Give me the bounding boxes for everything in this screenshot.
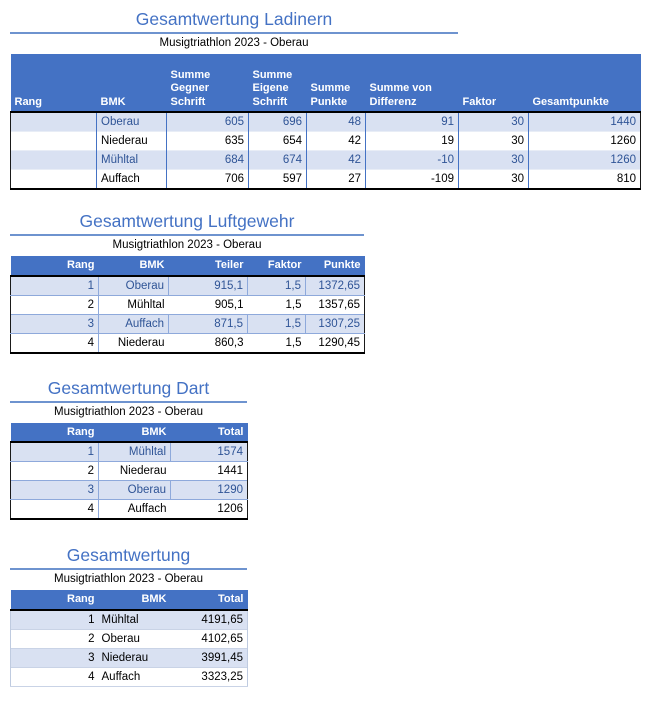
cell-luftgewehr-0-0: 1: [11, 276, 99, 296]
header-row: [11, 256, 365, 276]
cell-dart-1-0: 2: [11, 462, 99, 481]
table-luftgewehr: [10, 256, 365, 354]
table-row-luftgewehr-0: [11, 276, 365, 296]
cell-ladinern-2-1: Mühltal: [97, 151, 167, 170]
table-row-gesamt-0: [11, 610, 248, 630]
column-header-ladinern-2: Summe Gegner Schrift: [167, 54, 249, 112]
cell-ladinern-1-6: 30: [459, 132, 529, 151]
cell-ladinern-3-5: -109: [366, 170, 459, 190]
cell-ladinern-2-0: [11, 151, 97, 170]
cell-gesamt-0-1: Mühltal: [99, 610, 171, 630]
header-row: [11, 423, 248, 443]
cell-dart-0-1: Mühltal: [99, 442, 171, 462]
cell-dart-3-2: 1206: [171, 500, 248, 520]
section-title-gesamt: Gesamtwertung: [10, 544, 247, 570]
cell-luftgewehr-1-1: Mühltal: [99, 295, 169, 314]
cell-luftgewehr-2-2: 871,5: [169, 314, 248, 333]
column-header-dart-2: Total: [171, 423, 248, 443]
cell-luftgewehr-0-3: 1,5: [248, 276, 306, 296]
cell-ladinern-1-5: 19: [366, 132, 459, 151]
cell-ladinern-0-5: 91: [366, 112, 459, 132]
cell-ladinern-2-2: 684: [167, 151, 249, 170]
cell-ladinern-2-4: 42: [307, 151, 366, 170]
cell-dart-2-2: 1290: [171, 481, 248, 500]
section-gesamt: [10, 544, 649, 687]
column-header-gesamt-2: Total: [171, 590, 248, 610]
cell-ladinern-1-0: [11, 132, 97, 151]
table-row-gesamt-2: [11, 648, 248, 667]
table-row-gesamt-1: [11, 629, 248, 648]
cell-ladinern-2-5: -10: [366, 151, 459, 170]
table-row-luftgewehr-3: [11, 333, 365, 353]
table-row-ladinern-3: [11, 170, 641, 190]
cell-luftgewehr-3-0: 4: [11, 333, 99, 353]
cell-ladinern-0-6: 30: [459, 112, 529, 132]
cell-luftgewehr-0-4: 1372,65: [306, 276, 365, 296]
table-ladinern: [10, 54, 641, 190]
cell-luftgewehr-1-4: 1357,65: [306, 295, 365, 314]
section-title-dart: Gesamtwertung Dart: [10, 377, 247, 403]
cell-dart-2-1: Oberau: [99, 481, 171, 500]
cell-ladinern-0-7: 1440: [529, 112, 641, 132]
cell-luftgewehr-2-1: Auffach: [99, 314, 169, 333]
cell-gesamt-1-0: 2: [11, 629, 99, 648]
cell-gesamt-3-0: 4: [11, 667, 99, 686]
cell-ladinern-1-3: 654: [249, 132, 307, 151]
table-row-dart-2: [11, 481, 248, 500]
section-subtitle-luftgewehr: Musigtriathlon 2023 - Oberau: [112, 239, 262, 251]
column-header-dart-1: BMK: [99, 423, 171, 443]
cell-gesamt-1-1: Oberau: [99, 629, 171, 648]
column-header-luftgewehr-4: Punkte: [306, 256, 365, 276]
cell-luftgewehr-2-3: 1,5: [248, 314, 306, 333]
column-header-ladinern-7: Gesamtpunkte: [529, 54, 641, 112]
table-row-ladinern-2: [11, 151, 641, 170]
column-header-gesamt-0: Rang: [11, 590, 99, 610]
section-title-luftgewehr: Gesamtwertung Luftgewehr: [10, 210, 364, 236]
header-row: [11, 54, 641, 112]
table-row-dart-1: [11, 462, 248, 481]
cell-ladinern-3-3: 597: [249, 170, 307, 190]
table-row-gesamt-3: [11, 667, 248, 686]
cell-gesamt-1-2: 4102,65: [171, 629, 248, 648]
table-row-dart-3: [11, 500, 248, 520]
cell-ladinern-2-3: 674: [249, 151, 307, 170]
table-row-ladinern-0: [11, 112, 641, 132]
column-header-luftgewehr-0: Rang: [11, 256, 99, 276]
cell-luftgewehr-3-1: Niederau: [99, 333, 169, 353]
cell-ladinern-1-4: 42: [307, 132, 366, 151]
section-subtitle-ladinern: Musigtriathlon 2023 - Oberau: [159, 37, 309, 49]
section-luftgewehr: [10, 210, 649, 354]
cell-luftgewehr-3-3: 1,5: [248, 333, 306, 353]
cell-gesamt-2-2: 3991,45: [171, 648, 248, 667]
cell-ladinern-1-2: 635: [167, 132, 249, 151]
section-title-ladinern: Gesamtwertung Ladinern: [10, 8, 458, 34]
column-header-ladinern-0: Rang: [11, 54, 97, 112]
header-row: [11, 590, 248, 610]
cell-gesamt-3-2: 3323,25: [171, 667, 248, 686]
cell-ladinern-3-0: [11, 170, 97, 190]
cell-ladinern-0-3: 696: [249, 112, 307, 132]
cell-ladinern-2-6: 30: [459, 151, 529, 170]
column-header-ladinern-1: BMK: [97, 54, 167, 112]
cell-dart-0-2: 1574: [171, 442, 248, 462]
table-row-luftgewehr-1: [11, 295, 365, 314]
cell-dart-2-0: 3: [11, 481, 99, 500]
column-header-ladinern-4: Summe Punkte: [307, 54, 366, 112]
cell-luftgewehr-1-2: 905,1: [169, 295, 248, 314]
cell-dart-1-1: Niederau: [99, 462, 171, 481]
section-subtitle-gesamt: Musigtriathlon 2023 - Oberau: [54, 573, 203, 585]
cell-dart-3-0: 4: [11, 500, 99, 520]
cell-dart-3-1: Auffach: [99, 500, 171, 520]
cell-ladinern-0-1: Oberau: [97, 112, 167, 132]
cell-ladinern-3-2: 706: [167, 170, 249, 190]
section-subtitle-dart: Musigtriathlon 2023 - Oberau: [54, 405, 203, 418]
cell-ladinern-1-1: Niederau: [97, 132, 167, 151]
column-header-luftgewehr-3: Faktor: [248, 256, 306, 276]
cell-luftgewehr-1-0: 2: [11, 295, 99, 314]
table-dart: [10, 423, 248, 521]
cell-luftgewehr-0-1: Oberau: [99, 276, 169, 296]
cell-luftgewehr-1-3: 1,5: [248, 295, 306, 314]
column-header-ladinern-6: Faktor: [459, 54, 529, 112]
column-header-luftgewehr-2: Teiler: [169, 256, 248, 276]
cell-luftgewehr-3-4: 1290,45: [306, 333, 365, 353]
cell-dart-1-2: 1441: [171, 462, 248, 481]
cell-ladinern-0-4: 48: [307, 112, 366, 132]
cell-luftgewehr-0-2: 915,1: [169, 276, 248, 296]
table-row-luftgewehr-2: [11, 314, 365, 333]
cell-gesamt-0-0: 1: [11, 610, 99, 630]
section-dart: [10, 377, 649, 521]
cell-ladinern-1-7: 1260: [529, 132, 641, 151]
column-header-ladinern-5: Summe von Differenz: [366, 54, 459, 112]
cell-ladinern-3-4: 27: [307, 170, 366, 190]
column-header-dart-0: Rang: [11, 423, 99, 443]
cell-ladinern-0-2: 605: [167, 112, 249, 132]
cell-gesamt-2-1: Niederau: [99, 648, 171, 667]
column-header-gesamt-1: BMK: [99, 590, 171, 610]
cell-luftgewehr-3-2: 860,3: [169, 333, 248, 353]
cell-gesamt-0-2: 4191,65: [171, 610, 248, 630]
section-ladinern: [10, 8, 649, 190]
cell-ladinern-3-6: 30: [459, 170, 529, 190]
cell-gesamt-3-1: Auffach: [99, 667, 171, 686]
cell-ladinern-3-7: 810: [529, 170, 641, 190]
cell-gesamt-2-0: 3: [11, 648, 99, 667]
cell-ladinern-0-0: [11, 112, 97, 132]
table-row-ladinern-1: [11, 132, 641, 151]
table-row-dart-0: [11, 442, 248, 462]
cell-luftgewehr-2-0: 3: [11, 314, 99, 333]
column-header-ladinern-3: Summe Eigene Schrift: [249, 54, 307, 112]
cell-luftgewehr-2-4: 1307,25: [306, 314, 365, 333]
column-header-luftgewehr-1: BMK: [99, 256, 169, 276]
cell-dart-0-0: 1: [11, 442, 99, 462]
cell-ladinern-2-7: 1260: [529, 151, 641, 170]
table-gesamt: [10, 590, 248, 687]
cell-ladinern-3-1: Auffach: [97, 170, 167, 190]
